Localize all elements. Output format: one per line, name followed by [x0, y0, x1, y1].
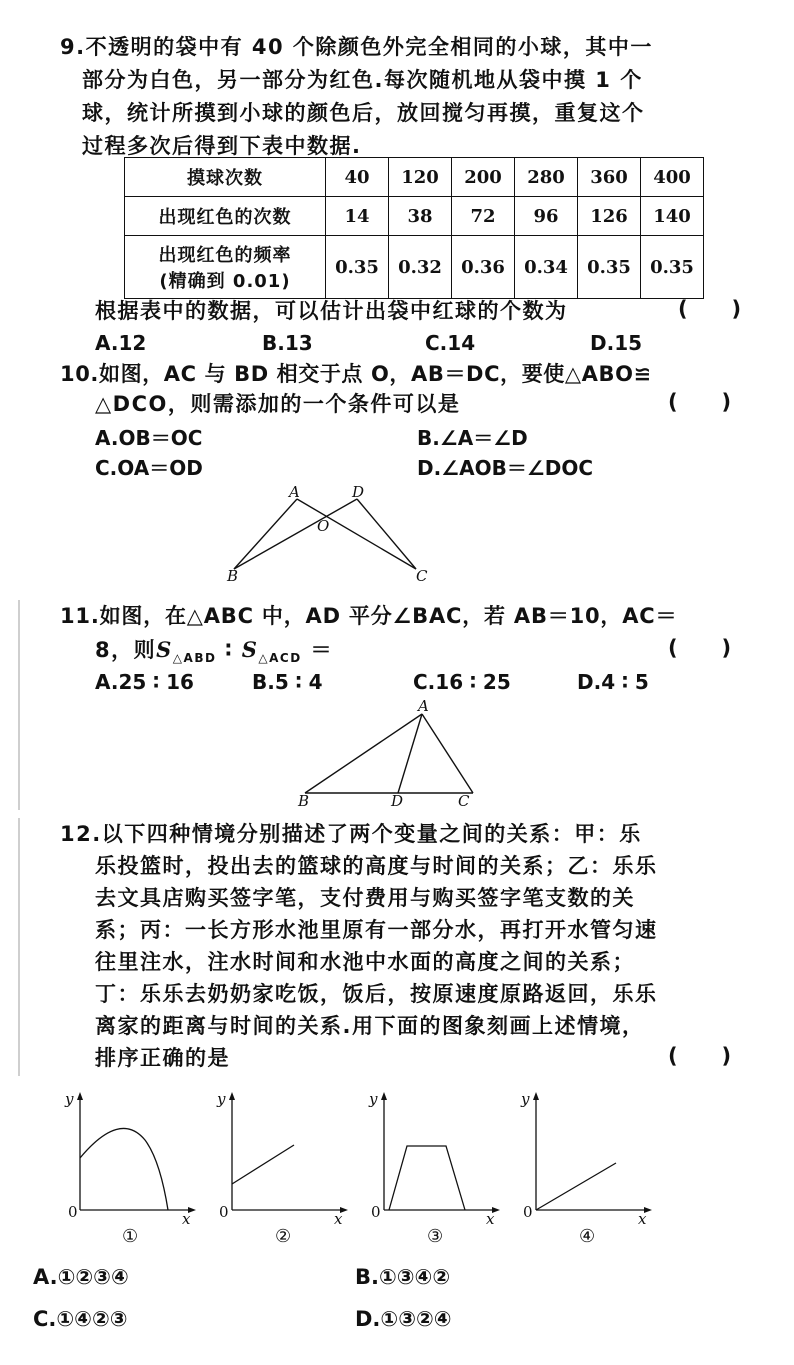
table-cell: 120: [389, 158, 452, 197]
q10-option-d: D.∠AOB＝∠DOC: [417, 456, 594, 480]
table-cell: 0.34: [515, 236, 578, 299]
table-header-line: 出现红色的频率: [158, 245, 292, 266]
q11-line-2-suffix: ＝: [301, 638, 333, 662]
graph-3-caption: ③: [427, 1226, 444, 1247]
q12-line-2: 乐投篮时，投出去的篮球的高度与时间的关系；乙：乐乐: [95, 854, 658, 878]
graph-2-x-label: x: [334, 1210, 343, 1228]
table-header-cell: 摸球次数: [125, 158, 326, 197]
q11-line-1: 11.如图，在△ABC 中，AD 平分∠BAC，若 AB＝10，AC＝: [60, 604, 678, 628]
q9-option-b: B.13: [262, 331, 313, 355]
graph-3: [364, 1090, 504, 1220]
q9-line-2: 部分为白色，另一部分为红色.每次随机地从袋中摸 1 个: [82, 68, 643, 92]
q11-area-subscript: △ACD: [258, 651, 302, 666]
margin-bar: [18, 818, 20, 1076]
graph-3-y-label: y: [369, 1090, 378, 1108]
graph-2-origin-label: 0: [219, 1203, 229, 1221]
table-row: [125, 158, 704, 197]
table-cell: 40: [326, 158, 389, 197]
table-cell: 140: [641, 197, 704, 236]
table-header-cell: [125, 236, 326, 299]
q11-area-subscript: △ABD: [172, 651, 217, 666]
graph-1-origin-label: 0: [68, 1203, 78, 1221]
q12-line-1: 12.以下四种情境分别描述了两个变量之间的关系：甲：乐: [60, 822, 642, 846]
q10-option-b: B.∠A＝∠D: [417, 426, 528, 450]
q9-line-3: 球，统计所摸到小球的颜色后，放回搅匀再摸，重复这个: [82, 101, 645, 125]
table-row: [125, 197, 704, 236]
graph-2: [212, 1090, 352, 1220]
table-cell: 360: [578, 158, 641, 197]
q10-label-d: D: [352, 483, 365, 501]
graph-1: [60, 1090, 200, 1220]
q11-figure: [300, 700, 500, 800]
table-cell: 0.32: [389, 236, 452, 299]
graph-2-caption: ②: [275, 1226, 292, 1247]
table-cell: 400: [641, 158, 704, 197]
q9-line-1: 9.不透明的袋中有 40 个除颜色外完全相同的小球，其中一: [60, 35, 653, 59]
q11-answer-paren: ( ): [668, 636, 732, 660]
q10-option-a: A.OB＝OC: [95, 426, 203, 450]
q11-option-b: B.5 ∶ 4: [252, 670, 323, 694]
table-cell: 0.35: [641, 236, 704, 299]
q9-option-c: C.14: [425, 331, 476, 355]
margin-bar: [18, 600, 20, 810]
table-cell: 72: [452, 197, 515, 236]
q10-label-a: A: [289, 483, 300, 501]
q11-area-symbol: S: [241, 637, 259, 662]
graph-4-x-label: x: [638, 1210, 647, 1228]
graph-1-caption: ①: [122, 1226, 139, 1247]
q10-answer-paren: ( ): [668, 390, 732, 414]
graph-3-x-label: x: [486, 1210, 495, 1228]
q9-answer-paren: ( ): [678, 297, 742, 321]
table-cell: 0.36: [452, 236, 515, 299]
q10-label-o: O: [317, 517, 330, 535]
q10-label-c: C: [416, 567, 428, 585]
q12-line-5: 往里注水，注水时间和水池中水面的高度之间的关系；: [95, 950, 635, 974]
q11-label-c: C: [458, 792, 470, 810]
q10-option-c: C.OA＝OD: [95, 456, 203, 480]
table-cell: 0.35: [326, 236, 389, 299]
q12-option-c: C.①④②③: [33, 1307, 128, 1331]
q12-line-8: 排序正确的是: [95, 1046, 230, 1070]
graph-3-origin-label: 0: [371, 1203, 381, 1221]
q9-data-table: [124, 157, 704, 299]
q11-option-d: D.4 ∶ 5: [577, 670, 649, 694]
graph-4: [516, 1090, 656, 1220]
table-header-line: (精确到 0.01): [159, 271, 291, 292]
q9-question: 根据表中的数据，可以估计出袋中红球的个数为: [95, 299, 568, 323]
graph-4-caption: ④: [579, 1226, 596, 1247]
q11-label-a: A: [418, 697, 429, 715]
q9-option-d: D.15: [590, 331, 643, 355]
q12-line-6: 丁：乐乐去奶奶家吃饭，饭后，按原速度原路返回，乐乐: [95, 982, 658, 1006]
q9-option-a: A.12: [95, 331, 147, 355]
graph-1-y-label: y: [65, 1090, 74, 1108]
q11-option-c: C.16 ∶ 25: [413, 670, 511, 694]
q9-line-4: 过程多次后得到下表中数据.: [82, 134, 362, 158]
q11-option-a: A.25 ∶ 16: [95, 670, 194, 694]
table-cell: 14: [326, 197, 389, 236]
q11-line-2: [95, 636, 333, 672]
table-cell: 200: [452, 158, 515, 197]
q11-line-2-prefix: 8，则: [95, 638, 157, 662]
q11-label-b: B: [298, 792, 310, 810]
q12-line-4: 系；丙：一长方形水池里原有一部分水，再打开水管匀速: [95, 918, 658, 942]
q10-line-2: △DCO，则需添加的一个条件可以是: [95, 392, 461, 416]
table-cell: 0.35: [578, 236, 641, 299]
table-cell: 38: [389, 197, 452, 236]
q10-figure: [220, 485, 440, 585]
table-row: [125, 236, 704, 299]
q10-label-b: B: [227, 567, 239, 585]
q12-option-a: A.①②③④: [33, 1265, 129, 1289]
q11-area-symbol: S: [156, 637, 173, 662]
table-header-cell: 出现红色的次数: [125, 197, 326, 236]
graph-2-y-label: y: [217, 1090, 226, 1108]
q12-answer-paren: ( ): [668, 1044, 732, 1068]
table-cell: 280: [515, 158, 578, 197]
q10-line-1: 10.如图，AC 与 BD 相交于点 O，AB＝DC，要使△ABO≌: [60, 362, 652, 386]
table-cell: 126: [578, 197, 641, 236]
q12-option-b: B.①③④②: [355, 1265, 451, 1289]
table-cell: 96: [515, 197, 578, 236]
q11-label-d: D: [391, 792, 404, 810]
q12-line-7: 离家的距离与时间的关系.用下面的图象刻画上述情境，: [95, 1014, 645, 1038]
q12-line-3: 去文具店购买签字笔，支付费用与购买签字笔支数的关: [95, 886, 635, 910]
graph-4-origin-label: 0: [523, 1203, 533, 1221]
graph-4-y-label: y: [521, 1090, 530, 1108]
q11-ratio-colon: ∶: [216, 638, 242, 662]
graph-1-x-label: x: [182, 1210, 191, 1228]
q12-option-d: D.①③②④: [355, 1307, 452, 1331]
